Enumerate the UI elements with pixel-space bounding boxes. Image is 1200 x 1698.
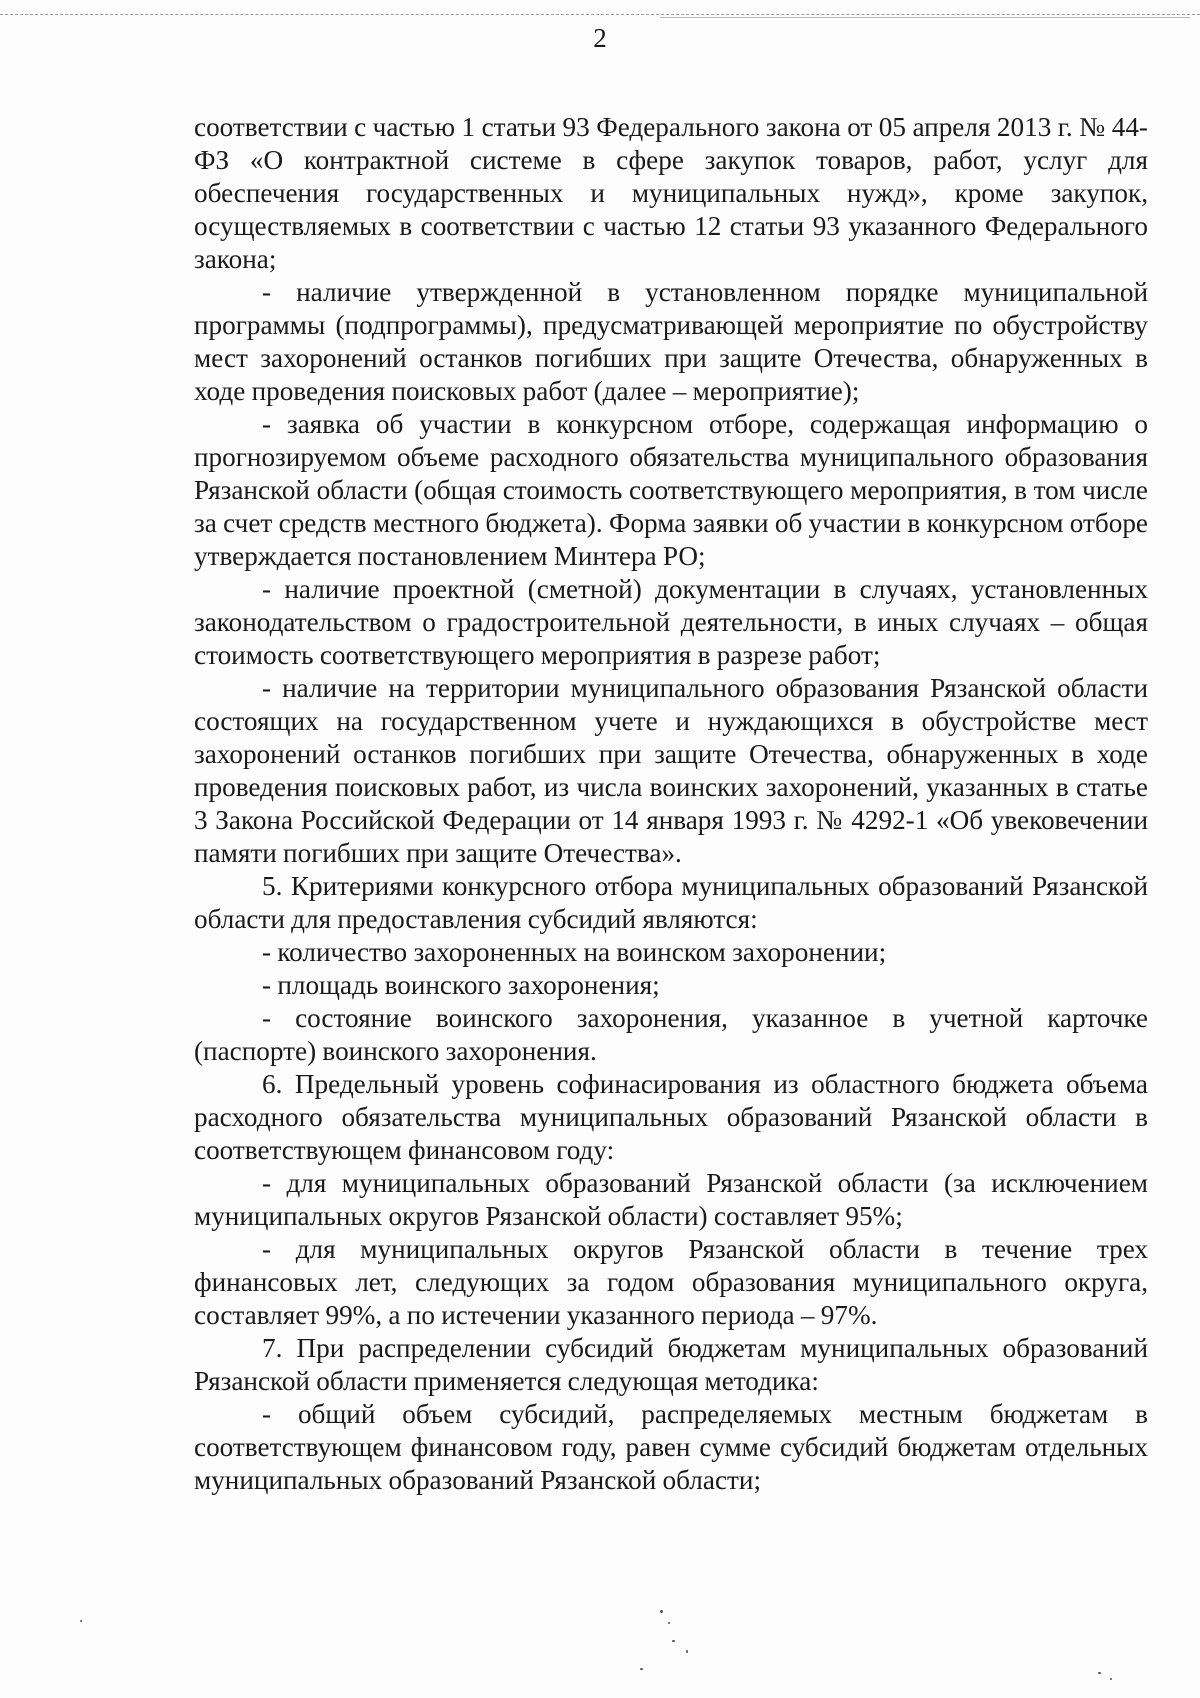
scan-speck (660, 1610, 663, 1613)
paragraph: соответствии с частью 1 статьи 93 Федерального закона от 05 апреля 2013 г. № 44-ФЗ «О контрактной системе в сфере закупок товаров, работ, услуг для обеспечения государственных и муниципальных нужд», кроме закупок, осуществляемых в соответствии с частью 12 статьи 93 указанного Федерального закона; (194, 112, 1148, 274)
paragraph: 6. Предельный уровень софинасирования из областного бюджета объема расходного обязательства муниципальных образований Рязанской области в соответствующем финансовом году: (194, 1069, 1148, 1165)
scan-speck (640, 1668, 643, 1670)
paragraph: - для муниципальных образований Рязанской области (за исключением муниципальных округов Рязанской области) составляет 95%; (194, 1168, 1148, 1231)
document-body (194, 111, 1148, 1497)
paragraph: - площадь воинского захоронения; (262, 970, 660, 1000)
paragraph: - количество захороненных на воинском захоронении; (262, 937, 887, 967)
scan-speck (668, 1622, 670, 1624)
paragraph: - наличие проектной (сметной) документации в случаях, установленных законодательством о градостроительной деятельности, в иных случаях – общая стоимость соответствующего мероприятия в разрезе работ; (194, 574, 1148, 670)
scan-speck (686, 1650, 688, 1653)
paragraph: - общий объем субсидий, распределяемых местным бюджетам в соответствующем финансовом году, равен сумме субсидий бюджетам отдельных муниципальных образований Рязанской области; (194, 1399, 1148, 1495)
paragraph: - наличие утвержденной в установленном порядке муниципальной программы (подпрограммы), предусматривающей мероприятие по обустройству мест захоронений останков погибших при защите Отечества, обнаруженных в ходе проведения поисковых работ (далее – мероприятие); (194, 277, 1148, 406)
paragraph: - для муниципальных округов Рязанской области в течение трех финансовых лет, следующих за годом образования муниципального округа, составляет 99%, а по истечении указанного периода – 97%. (194, 1234, 1148, 1330)
paragraph: - наличие на территории муниципального образования Рязанской области состоящих на государственном учете и нуждающихся в обустройстве мест захоронений останков погибших при защите Отечества, обнаруженных в ходе проведения поисковых работ, из числа воинских захоронений, указанных в статье 3 Закона Российской Федерации от 14 января 1993 г. № 4292-1 «Об увековечении памяти погибших при защите Отечества». (194, 673, 1148, 868)
paragraph: 5. Критериями конкурсного отбора муниципальных образований Рязанской области для предоставления субсидий являются: (194, 871, 1148, 934)
scan-speck (1098, 1672, 1101, 1674)
scan-speck (1110, 1678, 1112, 1680)
paragraph: - заявка об участии в конкурсном отборе, содержащая информацию о прогнозируемом объеме расходного обязательства муниципального образования Рязанской области (общая стоимость соответствующего мероприятия, в том числе за счет средств местного бюджета). Форма заявки об участии в конкурсном отборе утверждается постановлением Минтера РО; (194, 409, 1148, 571)
paragraph: 7. При распределении субсидий бюджетам муниципальных образований Рязанской области применяется следующая методика: (194, 1333, 1148, 1396)
scan-edge-line-secondary (660, 17, 1190, 19)
page-number: 2 (593, 23, 607, 53)
scan-speck (672, 1640, 675, 1642)
scan-speck (80, 1620, 82, 1622)
paragraph: - состояние воинского захоронения, указанное в учетной карточке (паспорте) воинского захоронения. (194, 1003, 1148, 1066)
